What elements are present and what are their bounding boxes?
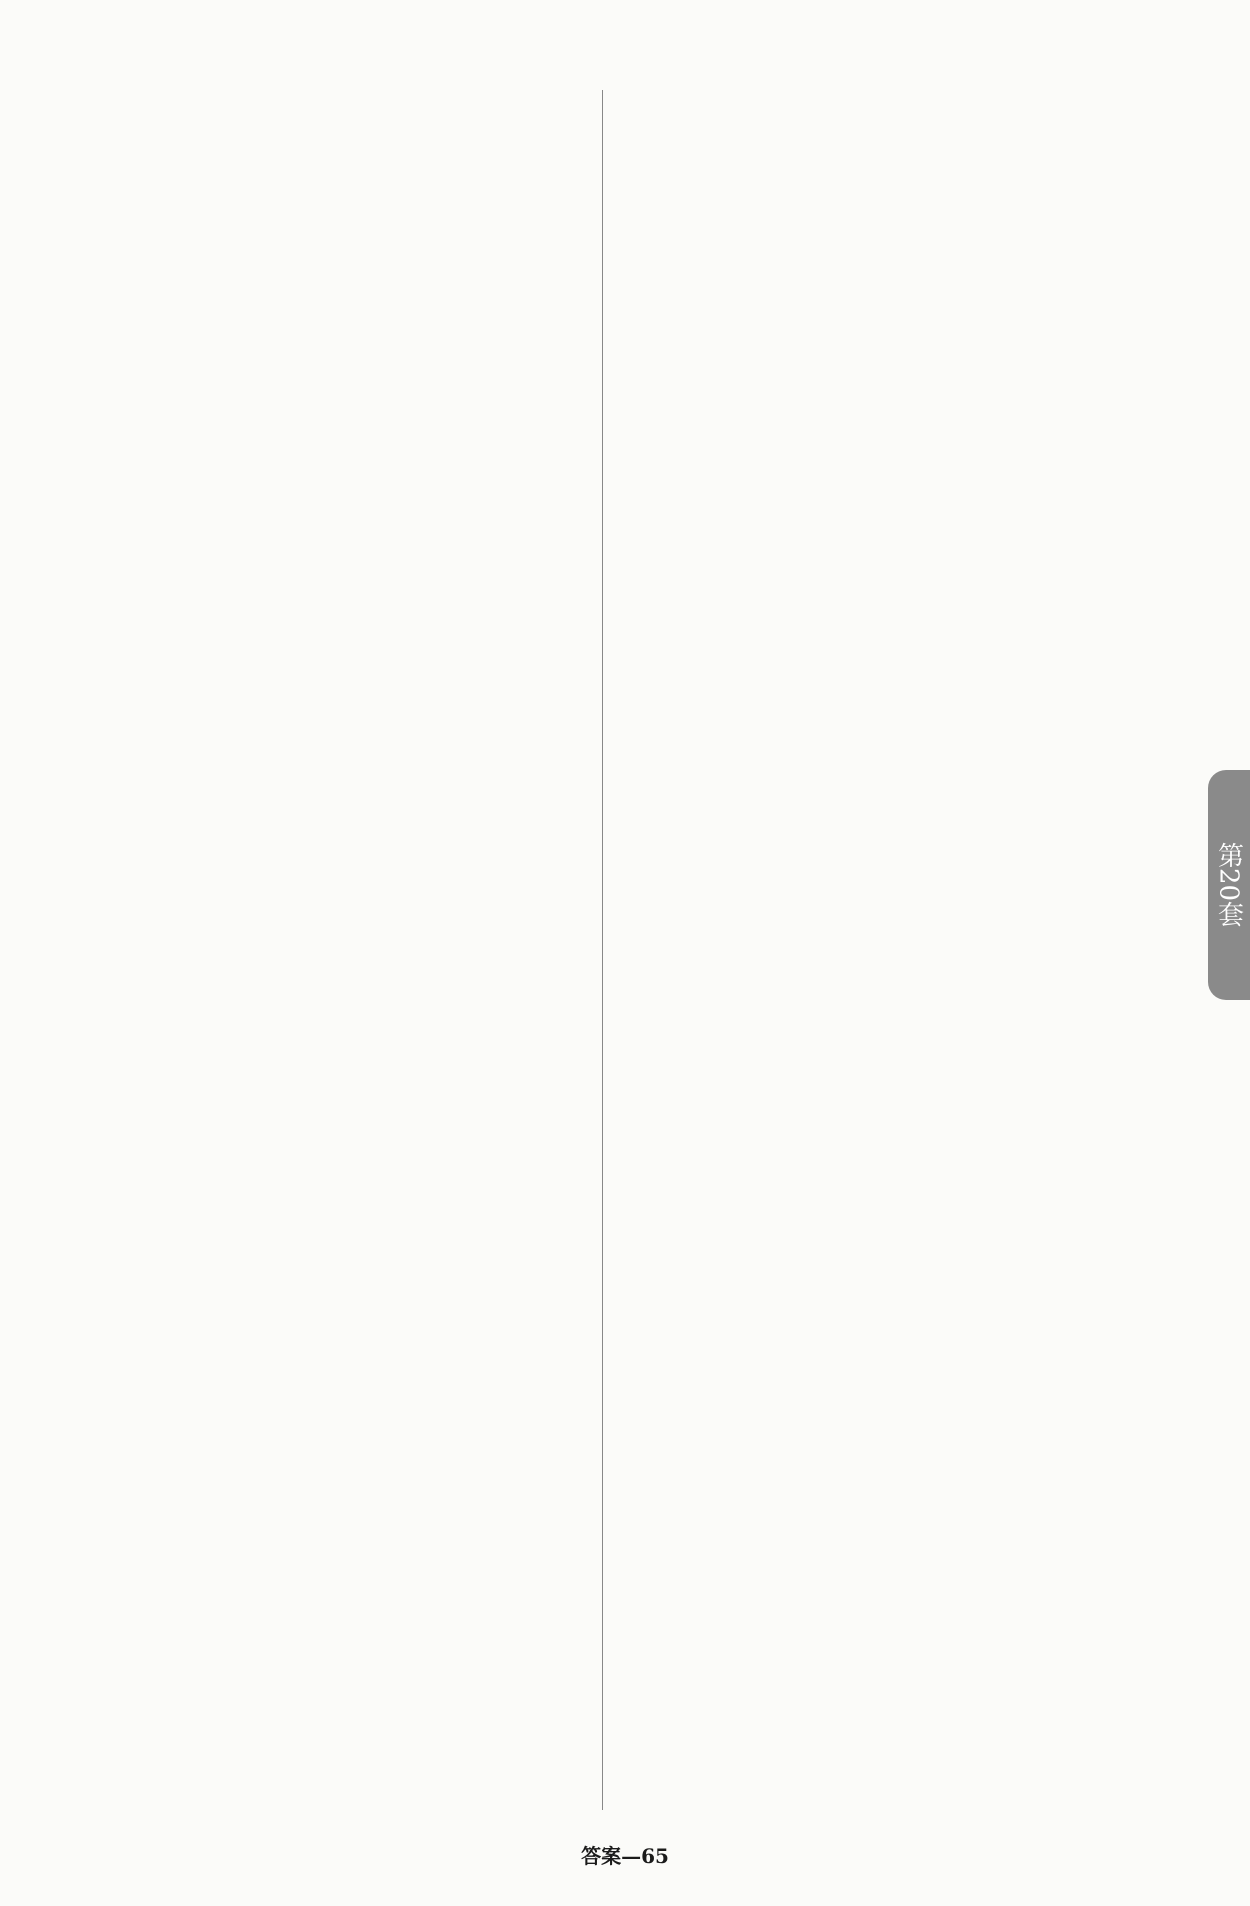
right-column [625,90,1170,119]
text-line [50,90,595,119]
left-column [50,90,595,119]
column-divider [602,90,603,1810]
side-tab[interactable]: 第20套 [1208,770,1250,1000]
page-footer: 答案—65 [581,1844,669,1868]
text-line [625,90,1170,119]
answer-page [40,90,1190,1810]
